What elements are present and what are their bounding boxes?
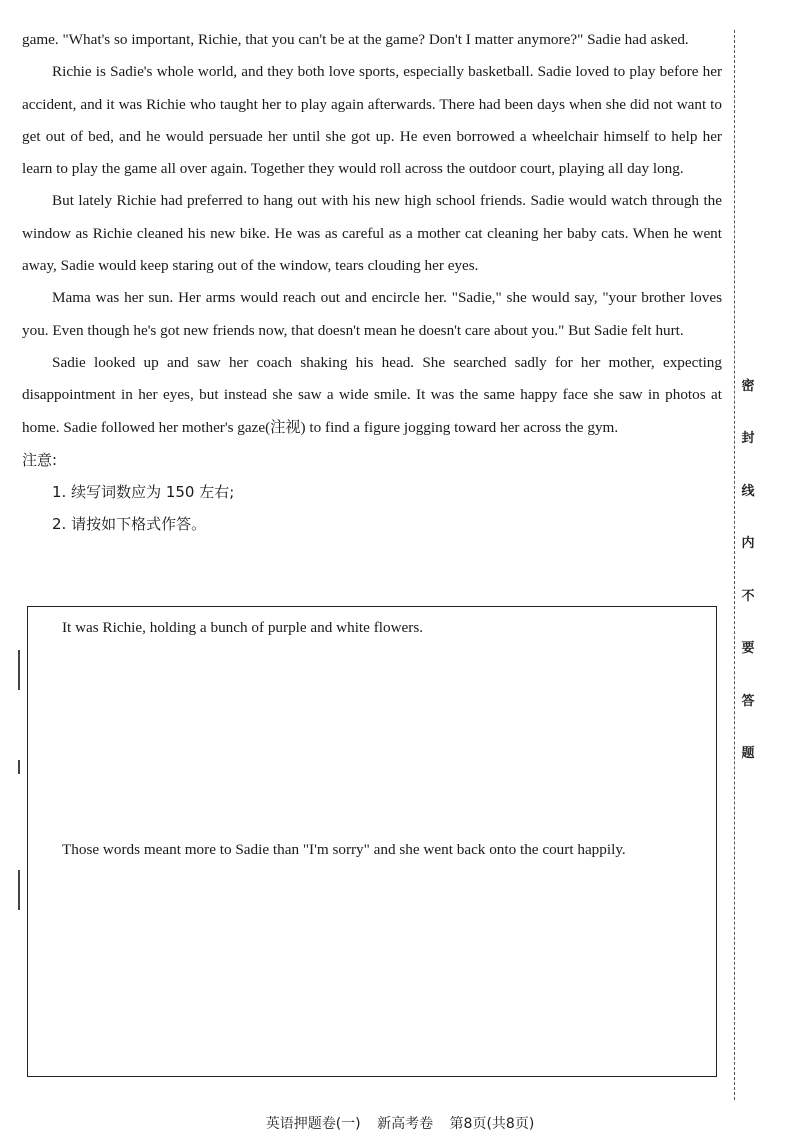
binding-char: 要 <box>741 641 755 657</box>
binding-char: 题 <box>741 745 755 761</box>
page-footer <box>0 1113 800 1133</box>
scan-mark <box>18 650 20 690</box>
notes-section <box>22 444 722 540</box>
binding-char: 内 <box>741 536 755 552</box>
footer-paper: 新高考卷 <box>377 1116 434 1132</box>
binding-char: 线 <box>741 483 755 499</box>
paragraph-1: game. "What's so important, Richie, that you can't be at the game? Don't I matter anymore?" Sadie had asked. <box>22 31 689 48</box>
footer-series: 英语押题卷(一) <box>265 1116 361 1132</box>
answer-box[interactable] <box>27 606 717 1077</box>
note-item-2: 2. 请按如下格式作答。 <box>52 514 207 533</box>
binding-char: 密 <box>741 379 755 394</box>
continuation-start-line-2: Those words meant more to Sadie than "I'm sorry" and she went back onto the court happily. <box>62 841 626 858</box>
binding-char: 不 <box>741 588 755 604</box>
binding-line <box>734 30 735 1100</box>
paragraph-4: Mama was her sun. Her arms would reach out and encircle her. "Sadie," she would say, "your brother loves you. Even though he's got new friends now, that doesn't mean he doesn't care about you." But Sadie felt hurt. <box>22 289 722 339</box>
paragraph-2: Richie is Sadie's whole world, and they both love sports, especially basketball. Sadie loved to play before her accident, and it was Richie who taught her to play again afterwards. There had been days when she did not want to get out of bed, and he would persuade her until she got up. He even borrowed a wheelchair himself to help her learn to play the game all over again. Together they would roll across the outdoor court, playing all day long. <box>22 63 722 178</box>
footer-page-number: 第8页(共8页) <box>449 1116 535 1132</box>
notes-title: 注意: <box>22 450 58 469</box>
binding-char: 封 <box>741 431 755 447</box>
binding-char: 答 <box>741 693 755 709</box>
passage <box>22 24 722 540</box>
scan-mark <box>18 760 20 774</box>
note-item-1: 1. 续写词数应为 150 左右; <box>52 482 235 501</box>
paragraph-3: But lately Richie had preferred to hang out with his new high school friends. Sadie would watch through the window as Richie cleaned his new bike. He was as careful as a mother cat cleaning her baby cats. When he went away, Sadie would keep staring out of the window, tears clouding her eyes. <box>22 192 722 275</box>
continuation-start-line-1: It was Richie, holding a bunch of purple and white flowers. <box>62 619 424 636</box>
scan-mark <box>18 870 20 910</box>
binding-line-notice <box>738 380 758 760</box>
paragraph-5: Sadie looked up and saw her coach shaking his head. She searched sadly for her mother, expecting disappointment in her eyes, but instead she saw a wide smile. It was the same happy face she saw in photos at home. Sadie followed her mother's gaze(注视) to find a figure jogging toward her across the gym. <box>22 353 722 436</box>
